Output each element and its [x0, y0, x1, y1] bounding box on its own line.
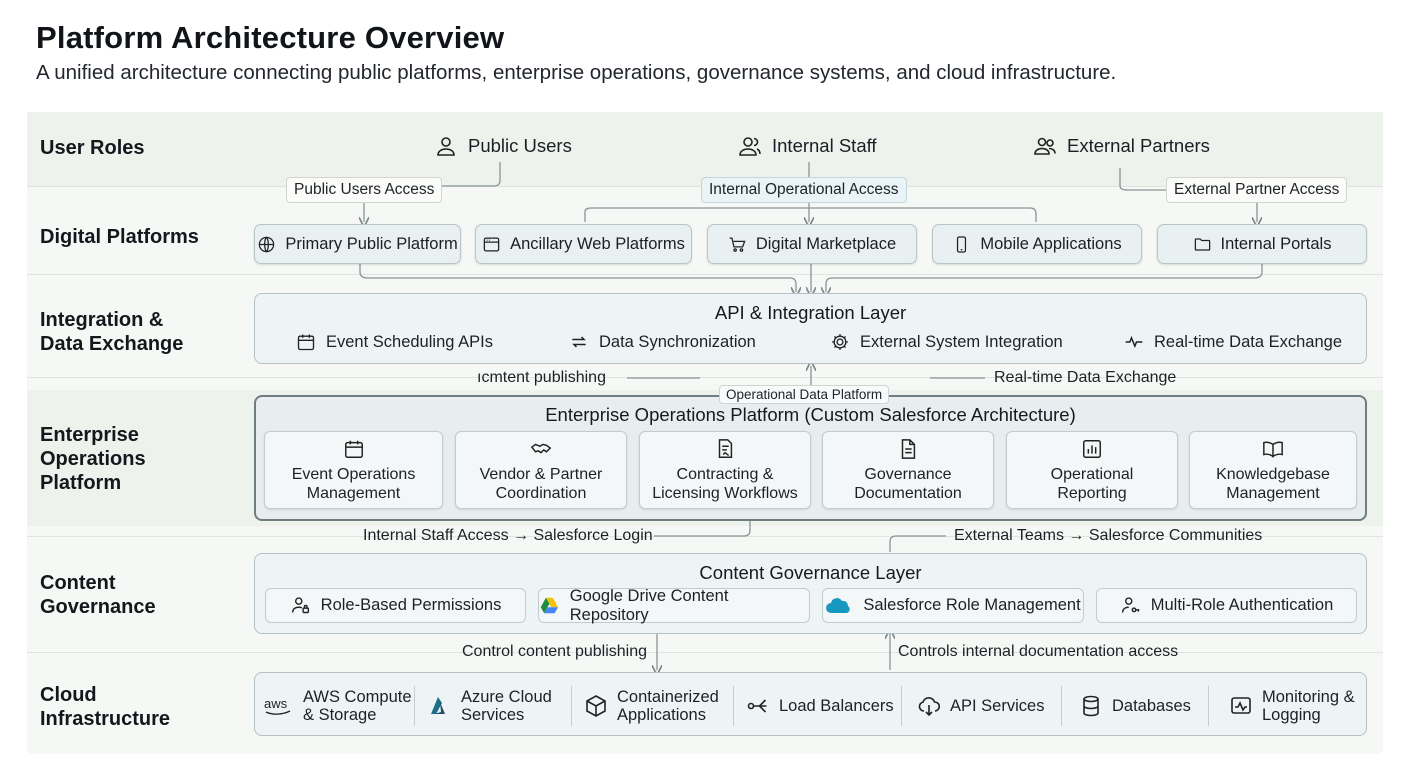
divider: [27, 377, 1383, 378]
load-balancer-icon: [746, 694, 770, 718]
role-label: Internal Staff: [772, 135, 877, 156]
cloud-label-line: API Services: [950, 697, 1045, 715]
module-label: Contracting &: [676, 465, 774, 483]
governance-multi-role-auth[interactable]: [1096, 588, 1357, 623]
cloud-label: [461, 688, 552, 724]
module-label: Governance: [864, 465, 952, 483]
cloud-separator: [414, 686, 415, 726]
cloud-load-balancers: [746, 680, 894, 732]
feature-label: Real-time Data Exchange: [1154, 332, 1343, 351]
module-governance-documentation[interactable]: [822, 431, 994, 509]
governance-salesforce-roles[interactable]: [822, 588, 1084, 623]
cloud-label-line: Monitoring &: [1262, 688, 1355, 706]
mobile-icon: [952, 235, 971, 254]
module-label: Coordination: [495, 484, 587, 502]
contract-icon: [714, 438, 736, 460]
cloud-separator: [1208, 686, 1209, 726]
document-icon: [897, 438, 919, 460]
user-icon: [434, 134, 458, 158]
role-label: Public Users: [468, 135, 572, 156]
cloud-databases: [1079, 680, 1191, 732]
flow-content-publishing: ıcmtent publishing: [477, 369, 606, 386]
cloud-api-icon: [917, 694, 941, 718]
module-label: Vendor & Partner: [479, 465, 603, 483]
azure-icon: [428, 694, 452, 718]
feature-label: Event Scheduling APIs: [326, 332, 493, 351]
gear-icon: [830, 332, 850, 352]
row-label-line: Platform: [40, 472, 122, 494]
module-label: Event Operations: [291, 465, 416, 483]
cloud-label: [950, 697, 1044, 715]
cloud-label: [779, 697, 894, 715]
role-internal-staff: [738, 134, 877, 158]
governance-label: Google Drive Content Repository: [569, 586, 729, 624]
calendar-icon: [343, 438, 365, 460]
module-label: Management: [1226, 484, 1320, 502]
module-operational-reporting[interactable]: [1006, 431, 1178, 509]
row-label-line: Operations: [40, 448, 146, 470]
cloud-containers: [584, 680, 719, 732]
row-label-user-roles: User Roles: [40, 137, 145, 159]
page-title: Platform Architecture Overview: [36, 20, 505, 55]
row-label-digital-platforms: Digital Platforms: [40, 226, 199, 248]
sync-icon: [569, 332, 589, 352]
page-subtitle: A unified architecture connecting public platforms, enterprise operations, governance systems, and cloud infrastructure.: [36, 61, 1117, 84]
platform-label: Primary Public Platform: [285, 234, 458, 253]
integration-layer-title: API & Integration Layer: [714, 302, 907, 323]
database-icon: [1079, 694, 1103, 718]
module-label: Documentation: [854, 484, 962, 502]
governance-role-permissions[interactable]: [265, 588, 526, 623]
role-external-partners: [1033, 134, 1210, 158]
platform-internal-portals[interactable]: [1157, 224, 1367, 264]
row-label-line: Integration &: [40, 309, 164, 331]
governance-label: Salesforce Role Management: [863, 596, 1081, 614]
feature-realtime-exchange: [1124, 332, 1342, 352]
row-label-line: Infrastructure: [40, 708, 171, 730]
module-label: Management: [306, 484, 401, 502]
cloud-label-line: Containerized: [617, 688, 719, 706]
handshake-icon: [530, 438, 552, 460]
row-label-line: Cloud: [40, 684, 97, 706]
book-icon: [1262, 438, 1284, 460]
internal-access-tag: Internal Operational Access: [701, 177, 907, 203]
module-label: Knowledgebase: [1216, 465, 1330, 483]
cloud-aws: [264, 680, 412, 732]
globe-icon: [257, 235, 276, 254]
cloud-label: [617, 688, 719, 724]
external-partner-access-tag: External Partner Access: [1166, 177, 1347, 203]
cart-icon: [728, 235, 747, 254]
row-label-enterprise: [40, 423, 146, 495]
governance-google-drive[interactable]: [538, 588, 810, 623]
row-label-cloud: [40, 683, 170, 731]
flow-control-publishing: Control content publishing: [462, 643, 648, 660]
feature-label: Data Synchronization: [599, 332, 756, 351]
platform-label: Internal Portals: [1220, 234, 1332, 253]
flow-realtime-exchange: Real-time Data Exchange: [994, 369, 1177, 386]
cloud-api-services: [917, 680, 1044, 732]
cloud-label-line: Databases: [1112, 697, 1191, 715]
role-public-users: [434, 134, 572, 158]
module-knowledgebase[interactable]: [1189, 431, 1357, 509]
cloud-label-line: Applications: [617, 706, 706, 724]
module-label: Operational: [1050, 465, 1134, 483]
aws-icon: [264, 694, 294, 718]
content-governance-title: Content Governance Layer: [699, 562, 922, 583]
chart-icon: [1081, 438, 1103, 460]
cloud-label-line: Logging: [1262, 706, 1321, 724]
enterprise-title: Enterprise Operations Platform (Custom Salesforce Architecture): [545, 404, 1076, 425]
container-icon: [584, 694, 608, 718]
cloud-separator: [1061, 686, 1062, 726]
google-drive-icon: [539, 595, 560, 616]
cloud-monitoring: [1229, 680, 1355, 732]
feature-external-integration: [830, 332, 1063, 352]
row-label-line: Data Exchange: [40, 333, 184, 355]
flow-communities: External Teams → Salesforce Communities: [954, 527, 1263, 544]
governance-label: Multi-Role Authentication: [1150, 596, 1334, 614]
cloud-label-line: AWS Compute: [303, 688, 412, 706]
folder-icon: [1193, 235, 1212, 254]
platform-ancillary-web[interactable]: [475, 224, 692, 264]
feature-data-sync: [569, 332, 756, 352]
cloud-label-line: Azure Cloud: [461, 688, 552, 706]
cloud-separator: [901, 686, 902, 726]
row-label-line: Content: [40, 572, 116, 594]
pulse-icon: [1124, 332, 1144, 352]
module-event-operations[interactable]: [264, 431, 443, 509]
row-label-line: Enterprise: [40, 424, 139, 446]
platform-label: Digital Marketplace: [755, 234, 897, 253]
governance-label: Role-Based Permissions: [320, 596, 502, 614]
cloud-separator: [571, 686, 572, 726]
user-key-icon: [1120, 595, 1141, 616]
feature-event-scheduling: [296, 332, 493, 352]
cloud-label: [1112, 697, 1191, 715]
partners-icon: [1033, 134, 1057, 158]
module-label: Licensing Workflows: [652, 484, 798, 502]
operational-data-platform-tag: Operational Data Platform: [719, 385, 889, 404]
flow-staff-login: Internal Staff Access → Salesforce Login: [363, 527, 653, 544]
cloud-label-line: Load Balancers: [779, 697, 894, 715]
calendar-icon: [296, 332, 316, 352]
user-lock-icon: [290, 595, 311, 616]
platform-primary-public[interactable]: [254, 224, 461, 264]
feature-label: External System Integration: [860, 332, 1063, 351]
cloud-label: [1262, 688, 1355, 724]
divider: [27, 274, 1383, 275]
browser-icon: [482, 235, 501, 254]
row-label-integration: [40, 308, 183, 356]
row-label-content-governance: [40, 571, 156, 619]
flow-doc-access: Controls internal documentation access: [898, 643, 1179, 660]
cloud-label: [303, 688, 412, 724]
module-vendor-partner[interactable]: [455, 431, 627, 509]
platform-label: Ancillary Web Platforms: [510, 234, 685, 253]
monitor-icon: [1229, 694, 1253, 718]
divider: [27, 652, 1383, 653]
cloud-label-line: & Storage: [303, 706, 377, 724]
platform-digital-marketplace[interactable]: [707, 224, 917, 264]
cloud-azure: [428, 680, 552, 732]
role-label: External Partners: [1067, 135, 1210, 156]
cloud-separator: [733, 686, 734, 726]
svg-text:aws: aws: [264, 696, 288, 711]
users-icon: [738, 134, 762, 158]
platform-label: Mobile Applications: [980, 234, 1122, 253]
platform-mobile-applications[interactable]: [932, 224, 1142, 264]
module-label: Reporting: [1057, 484, 1127, 502]
cloud-label-line: Services: [461, 706, 525, 724]
module-contracting-licensing[interactable]: [639, 431, 811, 509]
integration-layer-panel: [254, 293, 1367, 364]
public-users-access-tag: Public Users Access: [286, 177, 442, 203]
row-label-line: Governance: [40, 596, 156, 618]
salesforce-cloud-icon: [825, 596, 853, 616]
